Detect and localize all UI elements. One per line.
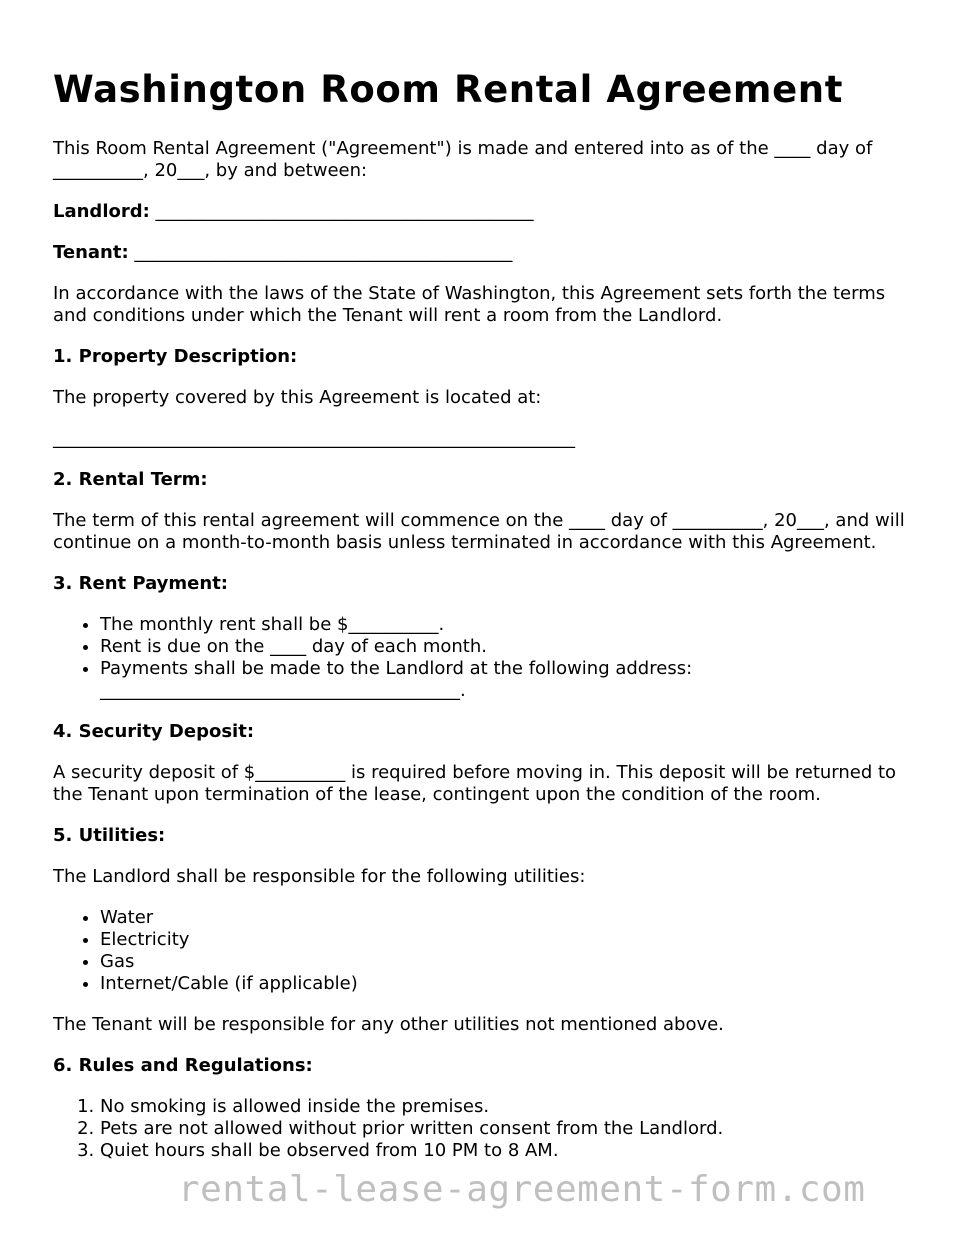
intro-paragraph: This Room Rental Agreement ("Agreement") is made and entered into as of the ____ day of __________, 20___, by and between: [53,138,873,181]
rules-list [53,1096,913,1162]
laws-paragraph: In accordance with the laws of the State of Washington, this Agreement sets forth the terms and conditions under which the Tenant will rent a room from the Landlord. [53,283,886,326]
section-term-heading: 2. Rental Term: [53,469,208,490]
rent-list [53,614,913,702]
list-item: • The monthly rent shall be $__________. [100,614,913,636]
list-item: 1. No smoking is allowed inside the premises. [100,1096,913,1118]
document-title: Washington Room Rental Agreement [53,68,844,111]
section-deposit-heading: 4. Security Deposit: [53,721,255,742]
section-rent-heading: 3. Rent Payment: [53,573,228,594]
list-item: 3. Quiet hours shall be observed from 10 PM to 8 AM. [100,1140,913,1162]
landlord-label: Landlord: [53,201,150,222]
section-property-blank: __________________________________________________________ [53,428,575,449]
list-item: • Electricity [100,929,913,951]
section-property-heading: 1. Property Description: [53,346,298,367]
list-item: • Payments shall be made to the Landlord at the following address: ________________________________________. [100,658,913,702]
section-deposit-text: A security deposit of $__________ is required before moving in. This deposit will be returned to the Tenant upon termination of the lease, contingent upon the condition of the room. [53,762,897,805]
section-utilities-text: The Landlord shall be responsible for the following utilities: [53,866,586,887]
section-utilities-heading: 5. Utilities: [53,825,166,846]
list-item: • Gas [100,951,913,973]
section-property-text: The property covered by this Agreement is located at: [53,387,542,408]
landlord-line [53,201,913,223]
list-item: 2. Pets are not allowed without prior written consent from the Landlord. [100,1118,913,1140]
tenant-label: Tenant: [53,242,129,263]
watermark: rental-lease-agreement-form.com [178,1169,866,1210]
section-rules-heading: 6. Rules and Regulations: [53,1055,313,1076]
list-item: • Rent is due on the ____ day of each month. [100,636,913,658]
tenant-blank: __________________________________________ [134,242,513,263]
utilities-list [53,907,913,995]
section-utilities-footer: The Tenant will be responsible for any other utilities not mentioned above. [53,1014,724,1035]
list-item: • Water [100,907,913,929]
document-body [53,138,913,1181]
tenant-line [53,242,913,264]
list-item: • Internet/Cable (if applicable) [100,973,913,995]
section-term-text: The term of this rental agreement will commence on the ____ day of __________, 20___, and will continue on a month-to-month basis unless terminated in accordance with this Agreement. [53,510,905,553]
landlord-blank: __________________________________________ [155,201,534,222]
